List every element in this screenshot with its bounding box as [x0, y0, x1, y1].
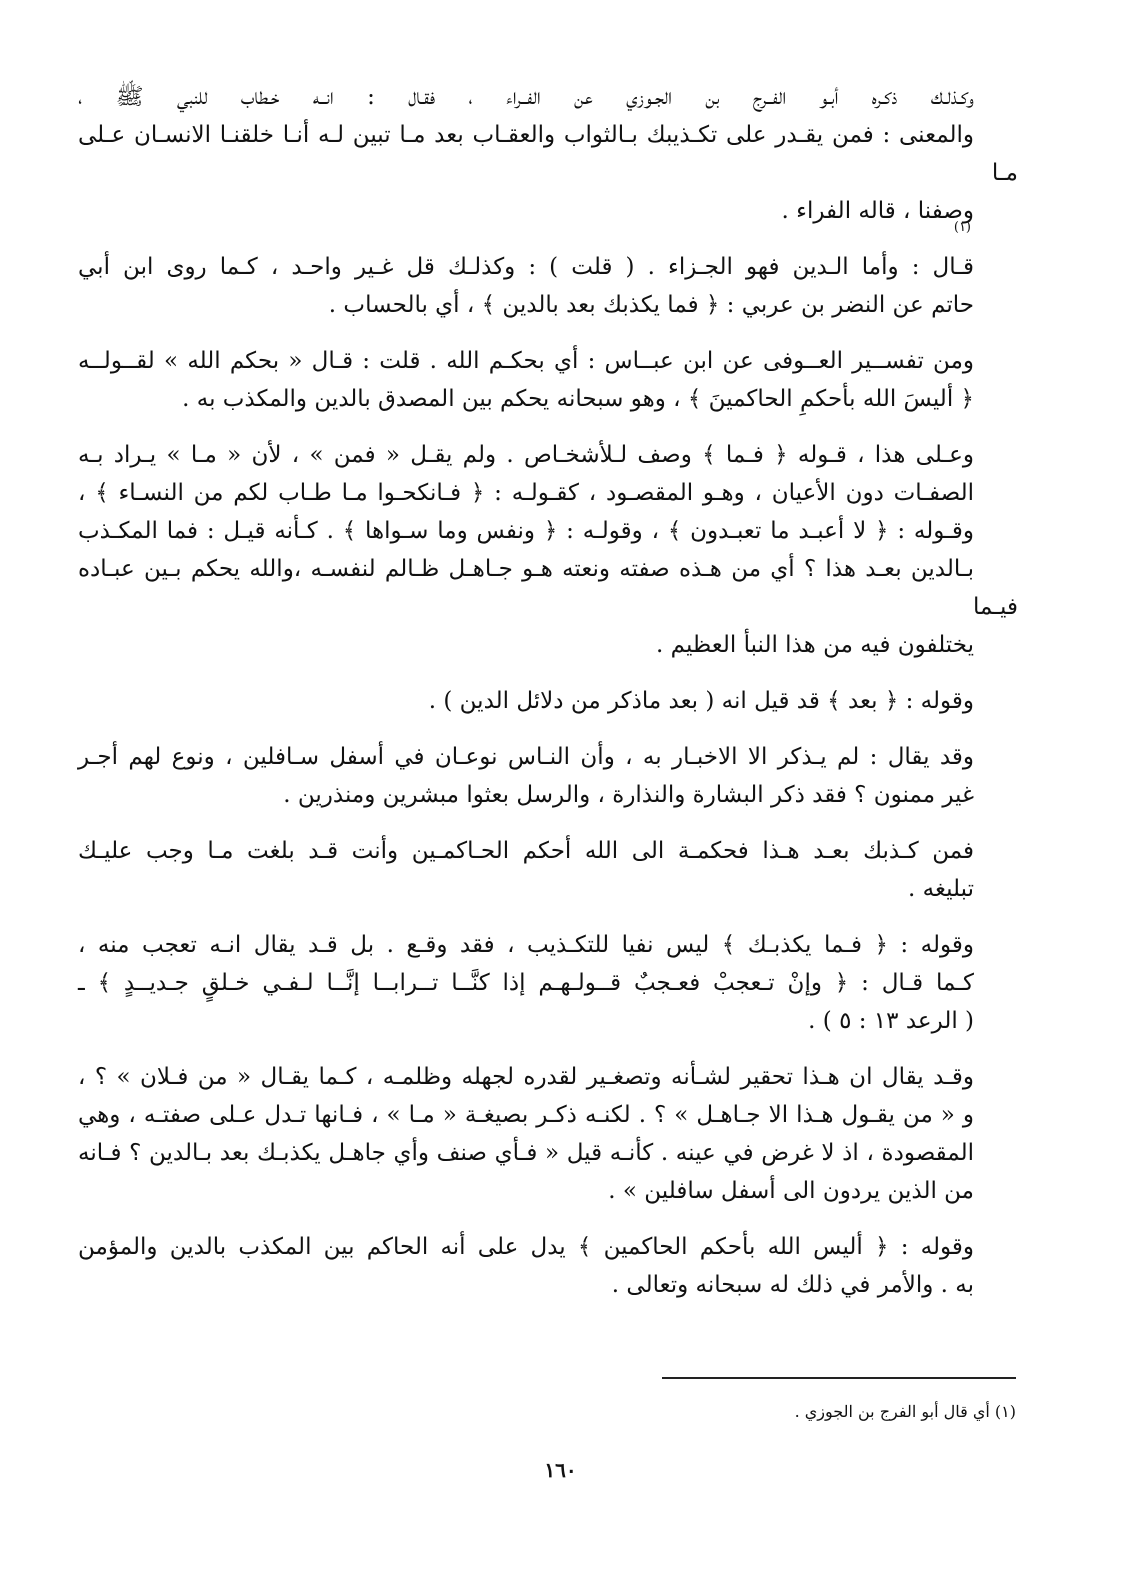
- paragraph-10: [78, 1228, 1018, 1304]
- text-line: تبليغه .: [908, 876, 974, 902]
- text-line: وقوله : ﴿ بعد ﴾ قد قيل انه ( بعد ماذكر من دلائل الدين ) .: [428, 688, 974, 714]
- text-line: غير ممنون ؟ فقد ذكر البشارة والنذارة ، والرسل بعثوا مبشرين ومنذرين .: [283, 782, 974, 808]
- text-line: ومن تفســير العــوفى عن ابن عبــاس : أي بحكـم الله . قلت : قـال « بحكم الله » لقــولــه: [78, 348, 974, 374]
- paragraph-6: [78, 738, 1018, 814]
- text-line: [78, 248, 1018, 286]
- text-line: وكـذلـك ذكـره أبـو الفــرج بن الجـوزي عن الفــراء ، فقـال : انــه خـطاب للنبي ﷺ ،: [78, 84, 974, 110]
- text-line: ﴿ أليسَ الله بأحكمِ الحاكمينَ ﴾ ، وهو سبحانه يحكم بين المصدق بالدين والمكذب به .: [182, 386, 974, 412]
- paragraph-3: [78, 342, 1018, 418]
- paragraph-2: [78, 248, 1018, 324]
- text-line: كـما قـال : ﴿ وإنْ تـعجبْ فعـجبٌ قــولـهـم إذا كنَّــا تــرابــا إنَّــا لـفـي خـلقٍ جـديــدٍ ﴾ ـ: [78, 970, 974, 996]
- footnote-text: (١) أي قال أبو الفرج بن الجوزي .: [794, 1402, 1016, 1421]
- text-line: وقـوله : ﴿ لا أعبـد ما تعبـدون ﴾ ، وقولـه : ﴿ ونفس وما سـواها ﴾ . كـأنه قيـل : فما المكـذب: [78, 518, 974, 544]
- text-line: ( الرعد ١٣ : ٥ ) .: [808, 1008, 974, 1034]
- paragraph-8: [78, 926, 1018, 1040]
- text-line: المقصودة ، اذ لا غرض في عينه . كأنـه قيل « فـأي صنف وأي جاهـل يكذبـك بعد بـالدين ؟ فـانه: [78, 1140, 974, 1166]
- text-line: بـالدين بعـد هذا ؟ أي من هـذه صفته ونعته هـو جـاهـل ظـالم لنفسـه ،والله يحكم بـين عبـاده فيـما: [78, 556, 1018, 620]
- text-line: وعـلى هذا ، قـوله ﴿ فـما ﴾ وصف لـلأشخـاص . ولم يقـل « فمن » ، لأن « مـا » يـراد بـه: [78, 442, 974, 468]
- text-line: يختلفون فيه من هذا النبأ العظيم .: [656, 632, 974, 658]
- paragraph-1: [78, 78, 1018, 230]
- paragraph-9: [78, 1058, 1018, 1210]
- page-number: ١٦٠: [544, 1458, 577, 1482]
- text-line: والمعنى : فمن يقـدر على تكـذيبك بـالثواب والعقـاب بعد مـا تبين لـه أنـا خلقنـا الانسـان عـلى مـا: [78, 122, 1018, 186]
- text-line: الصفـات دون الأعيان ، وهـو المقصـود ، كقـولـه : ﴿ فـانكحـوا مـا طـاب لكم من النسـاء ﴾ ،: [78, 480, 974, 506]
- paragraph-7: [78, 832, 1018, 908]
- text-line: به . والأمر في ذلك له سبحانه وتعالى .: [611, 1272, 974, 1298]
- paragraph-5: [78, 682, 1018, 720]
- text-line: فمن كـذبك بعـد هـذا فحكمـة الى الله أحكم الحـاكمـين وأنت قـد بلغت مـا وجب عليـك: [78, 838, 974, 864]
- footnote-divider: [662, 1377, 1016, 1379]
- text-line: وقوله : ﴿ فـما يكذبـك ﴾ ليس نفيا للتكـذيب ، فقد وقـع . بل قـد يقال انـه تعجب منه ،: [78, 932, 974, 958]
- text-line: حاتم عن النضر بن عربي : ﴿ فما يكذبك بعد بالدين ﴾ ، أي بالحساب .: [328, 292, 974, 318]
- text-line: من الذين يردون الى أسفل سافلين » .: [608, 1178, 974, 1204]
- text-line: وصفنا ، قاله الفراء .: [781, 198, 974, 224]
- paragraph-4: [78, 436, 1018, 664]
- page-body: [78, 78, 1018, 1322]
- text-line: وقد يقال : لم يـذكر الا الاخبـار به ، وأن النـاس نوعـان في أسفل سـافلين ، ونوع لهم أجـر: [78, 744, 974, 770]
- paragraph-2-line-1: قـال : وأما الـدين فهو الجـزاء . ( قلت ) : وكذلـك قل غـير واحـد ، كـما روى ابن أبي: [78, 254, 974, 280]
- text-line: و « من يقـول هـذا الا جـاهـل » ؟ . لكنـه ذكـر بصيغـة « مـا » ، فـانها تـدل عـلى صفتـه ، وهي: [78, 1102, 974, 1128]
- book-page: وكـذلـك ذكـره أبـو الفــرج بن الجـوزي عن الفــراء ، فقـال : انــه خـطاب للنبي ﷺ ، والمعنى : فمن يقـدر على تكـذيبك بـالثواب والعقـاب بعد مـا تبين لـه أنـا خلقنـا الانسـان عـلى مـا وصفنا ، قاله الفراء . قـال : وأما الـدين فهو الجـزاء . ( قلت ) : وكذلـك قل غـير واحـد ، كـما روى ابن أبي حاتم عن النضر بن عربي : ﴿ فما يكذبك بعد بالدين ﴾ ، أي بالحساب . ومن تفســير العــوفى عن ابن عبــاس : أي بحكـم الله . قلت : قـال « بحكم الله » لقــولــه ﴿ أليسَ الله بأحكمِ الحاكمينَ ﴾ ، وهو سبحانه يحكم بين المصدق بالدين والمكذب به . وعـلى هذا ، قـوله ﴿ فـما ﴾ وصف لـلأشخـاص . ولم يقـل « فمن » ، لأن « مـا » يـراد بـه الصفـات دون الأعيان ، وهـو المقصـود ، كقـولـه : ﴿ فـانكحـوا مـا طـاب لكم من النسـاء ﴾ ، وقـوله : ﴿ لا أعبـد ما تعبـدون ﴾ ، وقولـه : ﴿ ونفس وما سـواها ﴾ . كـأنه قيـل : فما المكـذب بـالدين بعـد هذا ؟ أي من هـذه صفته ونعته هـو جـاهـل ظـالم لنفسـه ،والله يحكم بـين عبـاده فيـما يختلفون فيه من هذا النبأ العظيم . وقوله : ﴿ بعد ﴾ قد قيل انه ( بعد ماذكر من دلائل الدين ) . وقد يقال : لم يـذكر الا الاخبـار به ، وأن النـاس نوعـان في أسفل سـافلين ، ونوع لهم أجـر غير ممنون ؟ فقد ذكر البشارة والنذارة ، والرسل بعثوا مبشرين ومنذرين . فمن كـذبك بعـد هـذا فحكمـة الى الله أحكم الحـاكمـين وأنت قـد بلغت مـا وجب عليـك تبليغه . وقوله : ﴿ فـما يكذبـك ﴾ ليس نفيا للتكـذيب ، فقد وقـع . بل قـد يقال انـه تعجب منه ، كـما قـال : ﴿ وإنْ تـعجبْ فعـجبٌ قــولـهـم إذا كنَّــا تــرابــا إنَّــا لـفـي خـلقٍ جـديــدٍ ﴾ ـ ( الرعد ١٣ : ٥ ) . وقـد يقال ان هـذا تحقير لشـأنه وتصغـير لقدره لجهله وظلمـه ، كـما يقـال « من فـلان » ؟ ، و « من يقـول هـذا الا جـاهـل » ؟ . لكنـه ذكـر بصيغـة « مـا » ، فـانها تـدل عـلى صفتـه ، وهي المقصودة ، اذ لا غرض في عينه . كأنـه قيل « فـأي صنف وأي جاهـل يكذبـك بعد بـالدين ؟ فـانه من الذين يردون الى أسفل سافلين » . وقوله : ﴿ أليس الله بأحكم الحاكمين ﴾ يدل على أنه الحاكم بين المكذب بالدين والمؤمن به . والأمر في ذلك له سبحانه وتعالى . (١) (١) أي قال أبو الفرج بن الجوزي . ١٦٠: [0, 0, 1121, 1580]
- text-line: وقوله : ﴿ أليس الله بأحكم الحاكمين ﴾ يدل على أنه الحاكم بين المكذب بالدين والمؤمن: [78, 1234, 974, 1260]
- text-line: وقـد يقال ان هـذا تحقير لشـأنه وتصغـير لقدره لجهله وظلمـه ، كـما يقـال « من فـلان » ؟ ،: [78, 1064, 974, 1090]
